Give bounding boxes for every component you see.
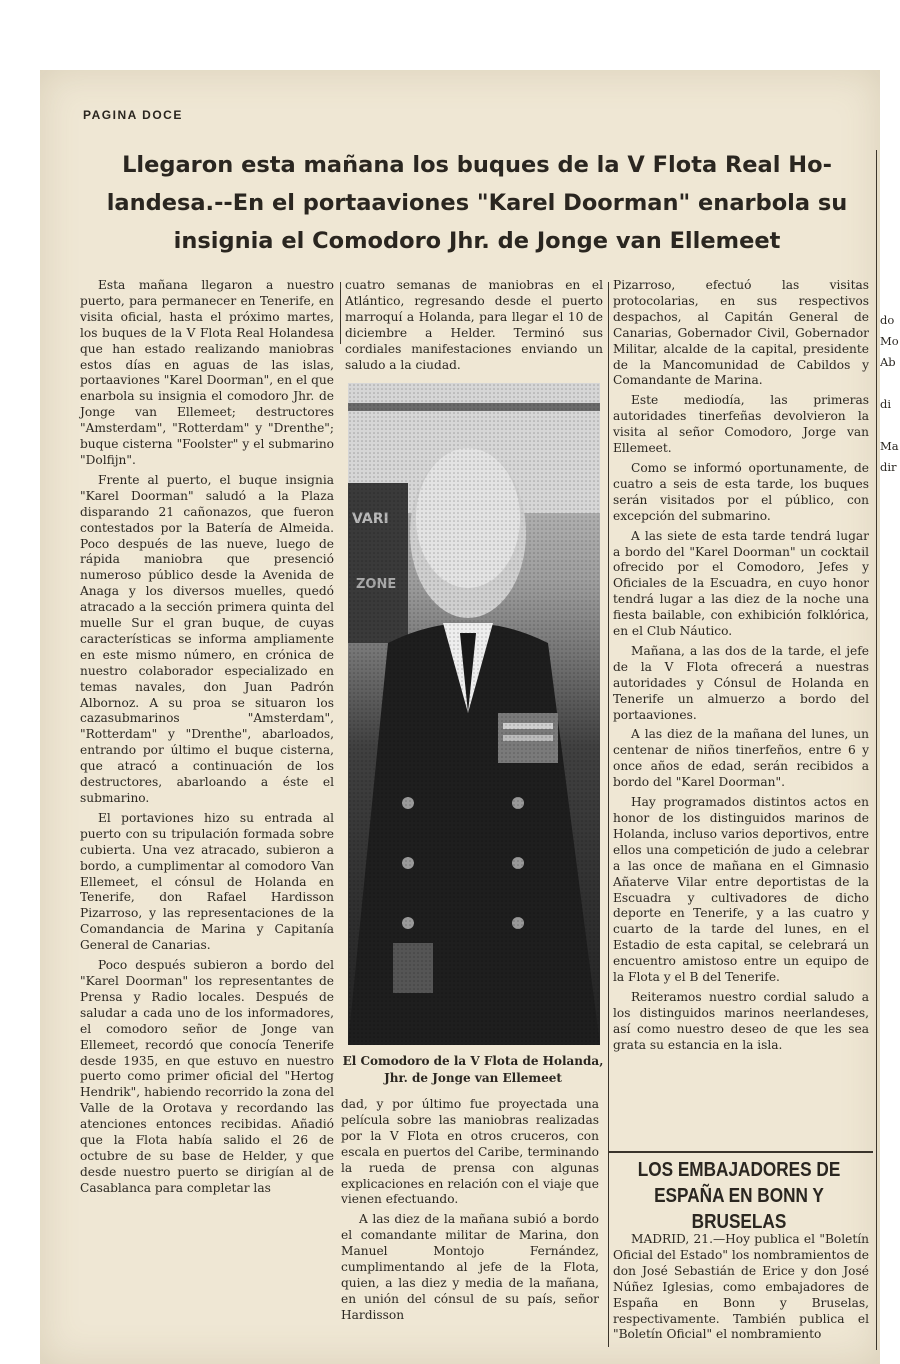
headline: Llegaron esta mañana los buques de la V Flota Real Ho-landesa.--En el portaaviones "Karel Doorman" enarbola su insignia el Comodoro Jhr. de Jonge van Ellemeet xyxy=(106,152,848,254)
edge-line xyxy=(880,373,900,394)
paragraph: Poco después subieron a bordo del "Karel Doorman" los representantes de Prensa y Radio locales. Después de saludar a cada uno de los informadores, el comodoro señor de Jonge van Ellemeet, recordó que conocía Tenerife desde 1935, en que estuvo en nuestro puerto como primer oficial del "Hertog Hendrik", habiendo recorrido la zona del Valle de la Orotava y recordando las atenciones entonces recibidas. Añadió que la Flota había salido el 26 de octubre de su base de Helder, y que desde nuestro puerto se dirigían al de Casablanca para completar las xyxy=(80,958,334,1195)
page-label: PAGINA DOCE xyxy=(83,108,183,122)
paragraph: El portaviones hizo su entrada al puerto con su tripulación formada sobre cubierta. Una vez atracado, subieron a bordo, a cumplimentar al comodoro Van Ellemeet, el cónsul de Holanda en Tenerife, don Rafael Hardisson Pizarroso, y las representaciones de la Comandancia de Marina y Capitanía General de Canarias. xyxy=(80,810,334,953)
photo-caption: El Comodoro de la V Flota de Holanda, Jhr. de Jonge van Ellemeet xyxy=(342,1054,604,1085)
paragraph: Esta mañana llegaron a nuestro puerto, para permanecer en Tenerife, en visita oficial, hasta el próximo martes, los buques de la V Flota Real Holandesa que han estado realizando maniobras estos días en aguas de las islas, portaaviones "Karel Doorman", en el que enarbola su insignia el comodoro Jhr. de Jonge van Ellemeet; destructores "Amsterdam", "Rotterdam" y "Drenthe"; buque cisterna "Foolster" y el submarino "Dolfijn". xyxy=(80,278,334,467)
edge-line: dir xyxy=(880,460,897,474)
article-column-3 xyxy=(613,278,869,1054)
article-column-1 xyxy=(80,278,334,1197)
paragraph: Este mediodía, las primeras autoridades tinerfeñas devolvieron la visita al señor Comodoro, Jorge van Ellemeet. xyxy=(613,393,869,456)
paragraph: A las diez de la mañana del lunes, un centenar de niños tinerfeños, entre 6 y once años de edad, serán recibidos a bordo del "Karel Doorman". xyxy=(613,727,869,790)
column-rule-2 xyxy=(608,282,609,1347)
subhead-embajadores: LOS EMBAJADORES DE ESPAÑA EN BONN Y BRUSELAS xyxy=(637,1159,841,1233)
paragraph: Pizarroso, efectuó las visitas protocolarias, en sus respectivos despachos, al Capitán General de Canarias, Gobernador Civil, Gobernador Militar, alcalde de la capital, presidente de la Mancomunidad de Cabildos y Comandante de Marina. xyxy=(613,278,869,388)
edge-line: do xyxy=(880,313,895,327)
edge-line: Ma xyxy=(880,439,899,453)
paragraph: cuatro semanas de maniobras en el Atlántico, regresando desde el puerto marroquí a Holanda, para llegar el 10 de diciembre a Helder. Terminó sus cordiales manifestaciones enviando un saludo a la ciudad. xyxy=(345,278,603,372)
paragraph: MADRID, 21.—Hoy publica el "Boletín Oficial del Estado" los nombramientos de don José Sebastián de Erice y don José Núñez Iglesias, como embajadores de España en Bonn y Bruselas, respectivamente. También publica el "Boletín Oficial" el nombramiento xyxy=(613,1232,869,1342)
portrait-figure xyxy=(348,383,600,1045)
edge-line: Ab xyxy=(880,355,896,369)
paragraph: Mañana, a las dos de la tarde, el jefe de la V Flota ofrecerá a nuestras autoridades y Cónsul de Holanda en Tenerife un almuerzo a bordo del portaaviones. xyxy=(613,643,869,722)
paragraph: Reiteramos nuestro cordial saludo a los distinguidos marinos neerlandeses, así como nuestro deseo de que les sea grata su estancia en la isla. xyxy=(613,989,869,1052)
edge-line xyxy=(880,415,900,436)
edge-line: Mo xyxy=(880,334,899,348)
subhead-rule xyxy=(608,1151,873,1153)
article-column-3-bottom xyxy=(613,1232,869,1343)
article-column-2 xyxy=(345,278,603,373)
paragraph: Como se informó oportunamente, de cuatro a seis de esta tarde, los buques serán visitados por el público, con excepción del submarino. xyxy=(613,460,869,523)
adjacent-page-edge-text xyxy=(880,310,900,478)
commodore-portrait-photo xyxy=(348,383,600,1045)
column-rule-1 xyxy=(340,282,341,344)
article-column-2-bottom xyxy=(341,1097,599,1324)
paragraph: Hay programados distintos actos en honor de los distinguidos marinos de Holanda, incluso varios deportivos, entre ellos una competición de judo a celebrar a las once de mañana en el Gimnasio Añaterve Vilar entre deportistas de la Escuadra y cultivadores de dicho deporte en Tenerife, y a las cuatro y cuarto de la tarde del lunes, en el Estadio de esta capital, se celebrará un encuentro amistoso entre un equipo de la Flota y el B del Tenerife. xyxy=(613,795,869,985)
paragraph: dad, y por último fue proyectada una película sobre las maniobras realizadas por la V Flota en otros cruceros, con escala en puertos del Caribe, terminando la rueda de prensa con algunas explicaciones en relación con el viaje que vienen efectuando. xyxy=(341,1097,599,1207)
paragraph: Frente al puerto, el buque insignia "Karel Doorman" saludó a la Plaza disparando 21 cañonazos, que fueron contestados por la Batería de Almeida. Poco después de las nueve, luego de rápida maniobra que presenció numeroso público desde la Avenida de Anaga y los diversos muelles, quedó atracado a la sección primera quinta del muelle Sur el gran buque, de cuyas características se informa ampliamente en este mismo número, en crónica de nuestro colaborador especializado en temas navales, don Juan Padrón Albornoz. A su proa se situaron los cazasubmarinos "Amsterdam", "Rotterdam" y "Drenthe", abarloados, entrando por último el buque cisterna, que atracó a continuación de los destructores, abarloando a éste el submarino. xyxy=(80,472,334,805)
edge-line: di xyxy=(880,397,892,411)
paragraph: A las diez de la mañana subió a bordo el comandante militar de Marina, don Manuel Montojo Fernández, cumplimentando al jefe de la Flota, quien, a las diez y media de la mañana, en unión del cónsul de su país, señor Hardisson xyxy=(341,1212,599,1322)
paragraph: A las siete de esta tarde tendrá lugar a bordo del "Karel Doorman" un cocktail ofrecido por el Comodoro, Jefes y Oficiales de la Escuadra, en cuyo honor tendrá lugar a las diez de la noche una fiesta bailable, con exhibición folklórica, en el Club Náutico. xyxy=(613,528,869,639)
column-rule-right xyxy=(876,150,877,1350)
